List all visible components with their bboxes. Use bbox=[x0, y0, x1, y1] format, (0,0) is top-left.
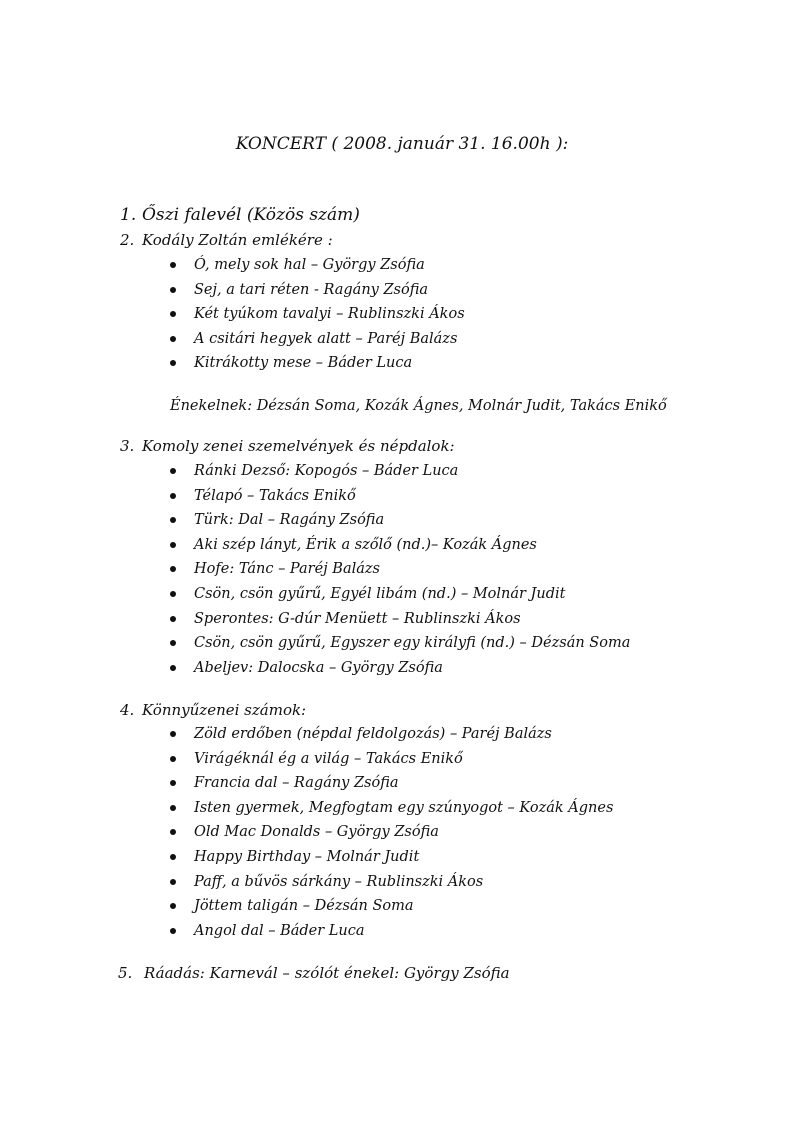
section-1-heading bbox=[120, 204, 360, 226]
section-title: Komoly zenei szemelvények és népdalok: bbox=[142, 437, 455, 455]
piece-text: Jöttem taligán – Dézsán Soma bbox=[194, 898, 414, 915]
piece-text: Isten gyermek, Megfogtam egy szúnyogot – Kozák Ágnes bbox=[194, 799, 614, 816]
piece-text: Francia dal – Ragány Zsófia bbox=[194, 775, 399, 792]
section-4-heading bbox=[120, 699, 306, 721]
bullet-icon bbox=[170, 542, 176, 548]
piece-text: Ránki Dezső: Kopogós – Báder Luca bbox=[194, 463, 459, 479]
section-4-list bbox=[170, 723, 613, 944]
section-2-heading bbox=[120, 229, 333, 251]
bullet-icon bbox=[170, 616, 176, 622]
bullet-icon bbox=[170, 566, 176, 572]
list-item bbox=[170, 583, 630, 608]
bullet-icon bbox=[170, 756, 176, 762]
bullet-icon bbox=[170, 336, 176, 342]
piece-text: Télapó – Takács Enikő bbox=[194, 487, 356, 504]
piece-text: Abeljev: Dalocska – György Zsófia bbox=[194, 659, 443, 676]
section-number: 1. bbox=[120, 205, 137, 225]
piece-text: Aki szép lányt, Érik a szőlő (nd.)– Kozák Ágnes bbox=[194, 536, 537, 553]
list-item bbox=[170, 846, 613, 871]
section-3-heading bbox=[120, 435, 455, 457]
bullet-icon bbox=[170, 591, 176, 597]
bullet-icon bbox=[170, 287, 176, 293]
bullet-icon bbox=[170, 360, 176, 366]
section-number: 2. bbox=[120, 231, 135, 249]
piece-text: Két tyúkom tavalyi – Rublinszki Ákos bbox=[194, 306, 465, 323]
piece-text: Sperontes: G-dúr Menüett – Rublinszki Ákos bbox=[194, 610, 521, 627]
concert-title: KONCERT ( 2008. január 31. 16.00h ): bbox=[235, 134, 569, 154]
section-title: Könnyűzenei számok: bbox=[142, 701, 307, 719]
section-title: Kodály Zoltán emlékére : bbox=[142, 231, 333, 249]
list-item bbox=[170, 460, 630, 485]
piece-text: Csön, csön gyűrű, Egyél libám (nd.) – Molnár Judit bbox=[194, 585, 566, 602]
bullet-icon bbox=[170, 311, 176, 317]
list-item bbox=[170, 485, 630, 510]
section-5-heading bbox=[118, 962, 510, 984]
list-item bbox=[170, 328, 465, 353]
piece-text: Türk: Dal – Ragány Zsófia bbox=[194, 512, 385, 529]
list-item bbox=[170, 632, 630, 657]
bullet-icon bbox=[170, 928, 176, 934]
piece-text: Csön, csön gyűrű, Egyszer egy királyfi (nd.) – Dézsán Soma bbox=[194, 635, 631, 652]
bullet-icon bbox=[170, 665, 176, 671]
piece-text: Angol dal – Báder Luca bbox=[194, 922, 365, 939]
piece-text: Virágéknál ég a világ – Takács Enikő bbox=[194, 750, 463, 767]
piece-text: Ó, mely sok hal – György Zsófia bbox=[194, 257, 425, 273]
section-number: 5. bbox=[118, 964, 133, 982]
section-number: 4. bbox=[120, 701, 135, 719]
piece-text: Kitrákotty mese – Báder Luca bbox=[194, 355, 413, 372]
bullet-icon bbox=[170, 879, 176, 885]
bullet-icon bbox=[170, 468, 176, 474]
section-2-list bbox=[170, 254, 465, 377]
list-item bbox=[170, 772, 613, 797]
bullet-icon bbox=[170, 731, 176, 737]
singers-line: Énekelnek: Dézsán Soma, Kozák Ágnes, Molnár Judit, Takács Enikő bbox=[170, 398, 667, 414]
list-item bbox=[170, 352, 465, 377]
bullet-icon bbox=[170, 903, 176, 909]
bullet-icon bbox=[170, 780, 176, 786]
bullet-icon bbox=[170, 640, 176, 646]
list-item bbox=[170, 509, 630, 534]
section-title: Ráadás: Karnevál – szólót énekel: György Zsófia bbox=[144, 964, 510, 982]
piece-text: Hofe: Tánc – Paréj Balázs bbox=[194, 561, 380, 578]
piece-text: A csitári hegyek alatt – Paréj Balázs bbox=[194, 330, 458, 347]
list-item bbox=[170, 254, 465, 279]
piece-text: Happy Birthday – Molnár Judit bbox=[194, 848, 420, 865]
bullet-icon bbox=[170, 517, 176, 523]
list-item bbox=[170, 821, 613, 846]
bullet-icon bbox=[170, 262, 176, 268]
piece-text: Sej, a tari réten - Ragány Zsófia bbox=[194, 281, 429, 298]
bullet-icon bbox=[170, 854, 176, 860]
list-item bbox=[170, 558, 630, 583]
section-3-list bbox=[170, 460, 630, 681]
list-item bbox=[170, 723, 613, 748]
list-item bbox=[170, 920, 613, 945]
piece-text: Zöld erdőben (népdal feldolgozás) – Paréj Balázs bbox=[194, 726, 552, 742]
list-item bbox=[170, 797, 613, 822]
list-item bbox=[170, 608, 630, 633]
list-item bbox=[170, 871, 613, 896]
list-item bbox=[170, 895, 613, 920]
list-item bbox=[170, 279, 465, 304]
list-item bbox=[170, 303, 465, 328]
section-title: Őszi falevél (Közös szám) bbox=[142, 205, 360, 225]
bullet-icon bbox=[170, 493, 176, 499]
list-item bbox=[170, 534, 630, 559]
section-number: 3. bbox=[120, 437, 135, 455]
list-item bbox=[170, 657, 630, 682]
bullet-icon bbox=[170, 829, 176, 835]
piece-text: Old Mac Donalds – György Zsófia bbox=[194, 824, 439, 841]
bullet-icon bbox=[170, 805, 176, 811]
piece-text: Paff, a bűvös sárkány – Rublinszki Ákos bbox=[194, 873, 484, 890]
list-item bbox=[170, 748, 613, 773]
